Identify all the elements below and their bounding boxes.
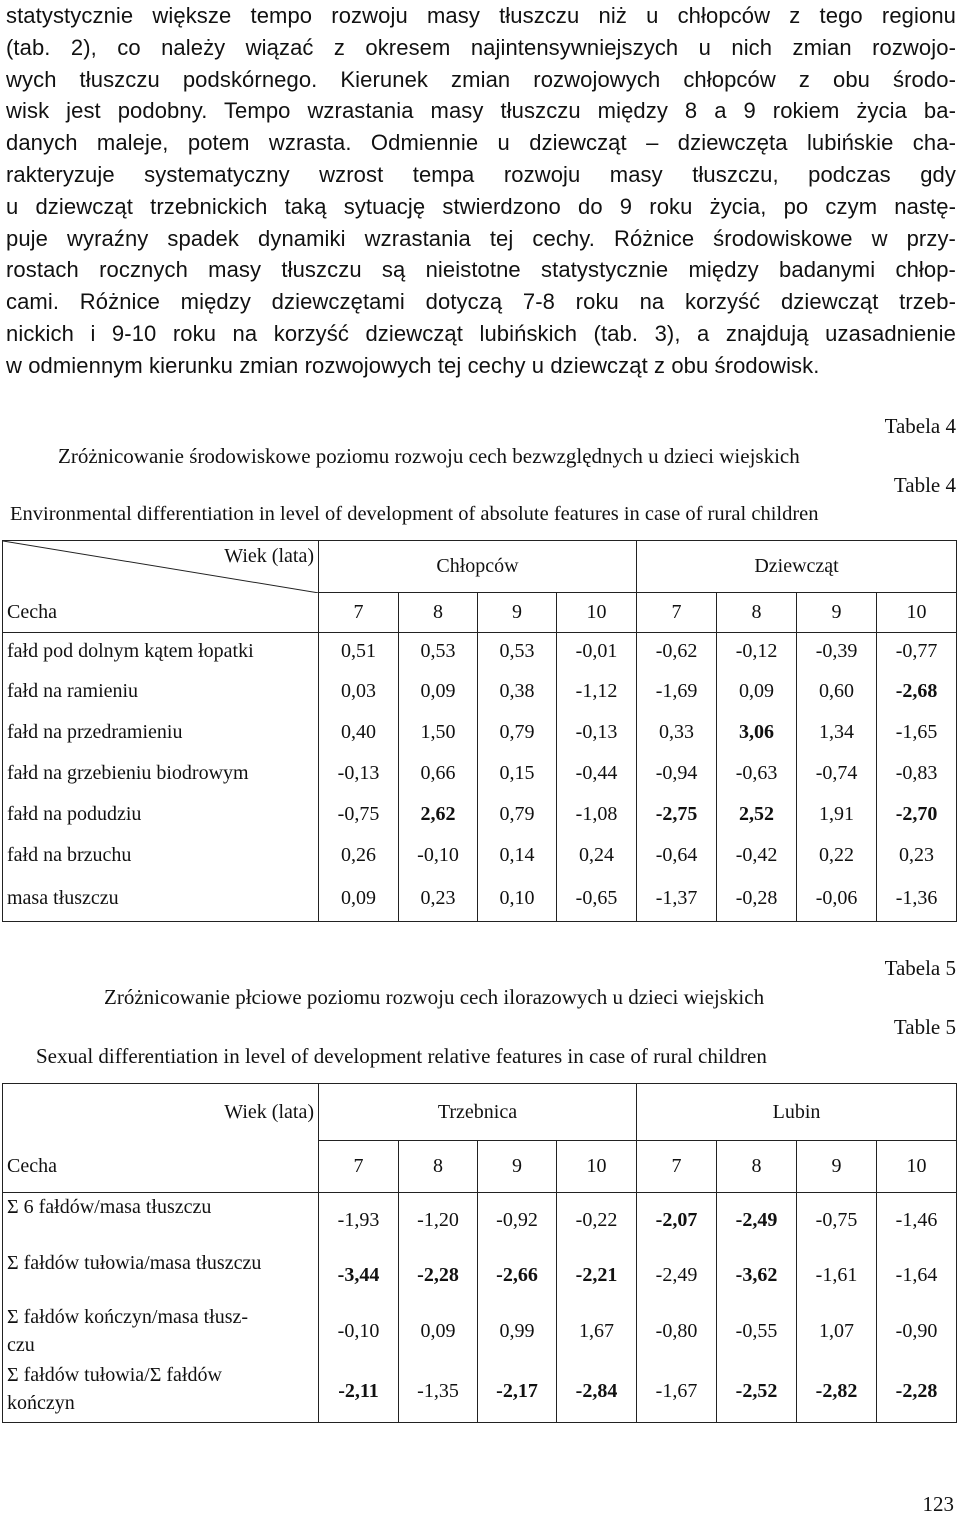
paragraph-line: u dziewcząt trzebnickich taką sytuację stwierdzono do 9 roku życia, po czym nastę- bbox=[6, 193, 956, 219]
table5-value-cell: -2,52 bbox=[717, 1361, 797, 1423]
table4-value-cell: 0,23 bbox=[877, 835, 957, 876]
table5-value-cell: -1,20 bbox=[399, 1193, 478, 1249]
table4-age-header-cell: 9 bbox=[797, 593, 877, 633]
table5-value-cell: -3,44 bbox=[319, 1249, 399, 1303]
table4-value-cell: 0,51 bbox=[319, 633, 399, 671]
table4-value-cell: -2,68 bbox=[877, 671, 957, 712]
table4-value-cell: -0,42 bbox=[717, 835, 797, 876]
table4-value-cell: -0,13 bbox=[319, 753, 399, 794]
table5-age-header-cell: 10 bbox=[557, 1141, 637, 1193]
page-number: 123 bbox=[922, 1492, 954, 1516]
table5-age-header-cell: 9 bbox=[797, 1141, 877, 1193]
table4-value-cell: 0,66 bbox=[399, 753, 478, 794]
table5-row-label-line: Σ fałdów kończyn/masa tłusz- bbox=[7, 1305, 249, 1328]
table4-title-en: Environmental differentiation in level of development of absolute features in case of rural children bbox=[10, 503, 819, 525]
table5-row-label bbox=[3, 1303, 319, 1361]
table4-value-cell: -0,10 bbox=[399, 835, 478, 876]
table5-title-en: Sexual differentiation in level of development relative features in case of rural children bbox=[36, 1044, 767, 1068]
paragraph-line: wisk jest podobny. Tempo wzrastania masy tłuszczu między 8 a 9 rokiem życia ba- bbox=[6, 98, 956, 124]
table4-row-label: masa tłuszczu bbox=[3, 876, 319, 922]
table5-value-cell: -0,10 bbox=[319, 1303, 399, 1361]
paragraph-line: rakteryzuje systematyczny wzrost tempa rozwoju masy tłuszczu, podczas gdy bbox=[6, 161, 956, 187]
table4-value-cell: 0,33 bbox=[637, 712, 717, 753]
table4-value-cell: 2,62 bbox=[399, 794, 478, 835]
table4-row-label: fałd na brzuchu bbox=[3, 835, 319, 876]
table5-value-cell: 1,67 bbox=[557, 1303, 637, 1361]
table4-value-cell: -0,01 bbox=[557, 633, 637, 671]
table5-age-header-cell: 8 bbox=[717, 1141, 797, 1193]
table5-value-cell: -1,35 bbox=[399, 1361, 478, 1423]
table4-age-header-cell: 10 bbox=[877, 593, 957, 633]
table4-value-cell: 0,26 bbox=[319, 835, 399, 876]
table5-age-header-cell: 9 bbox=[478, 1141, 557, 1193]
table5-value-cell: -2,07 bbox=[637, 1193, 717, 1249]
paragraph-line: rostach rocznych masy tłuszczu są nieistotne statystycznie między badanymi chłop- bbox=[6, 257, 956, 283]
table4-value-cell: 0,14 bbox=[478, 835, 557, 876]
table4-value-cell: -2,75 bbox=[637, 794, 717, 835]
table4-value-cell: -1,36 bbox=[877, 876, 957, 922]
table5-age-header-cell: 10 bbox=[877, 1141, 957, 1193]
table4-value-cell: -0,63 bbox=[717, 753, 797, 794]
table5-title-pl: Zróżnicowanie płciowe poziomu rozwoju cech ilorazowych u dzieci wiejskich bbox=[104, 985, 765, 1009]
table4-value-cell: -0,74 bbox=[797, 753, 877, 794]
table4-age-header-cell: 7 bbox=[319, 593, 399, 633]
body-paragraph bbox=[6, 0, 956, 382]
table4-feature-header: Cecha bbox=[3, 593, 319, 633]
table4-value-cell: -1,08 bbox=[557, 794, 637, 835]
table-row bbox=[3, 712, 957, 753]
table4-row-label: fałd pod dolnym kątem łopatki bbox=[3, 633, 319, 671]
table5-row-label-line: Σ fałdów tułowia/Σ fałdów bbox=[7, 1363, 222, 1386]
table5-value-cell: -3,62 bbox=[717, 1249, 797, 1303]
table4-value-cell: -0,39 bbox=[797, 633, 877, 671]
table4-value-cell: 0,79 bbox=[478, 712, 557, 753]
table4-value-cell: -0,65 bbox=[557, 876, 637, 922]
table5-value-cell: -0,80 bbox=[637, 1303, 717, 1361]
table5-row-label-line: Σ fałdów tułowia/masa tłuszczu bbox=[7, 1251, 262, 1274]
table5-value-cell: -2,28 bbox=[399, 1249, 478, 1303]
table4-value-cell: -0,77 bbox=[877, 633, 957, 671]
table4-age-header-cell: 10 bbox=[557, 593, 637, 633]
table4-value-cell: 2,52 bbox=[717, 794, 797, 835]
table4-value-cell: -0,75 bbox=[319, 794, 399, 835]
table4-row-label: fałd na przedramieniu bbox=[3, 712, 319, 753]
table5-value-cell: 0,09 bbox=[399, 1303, 478, 1361]
table4-value-cell: -1,37 bbox=[637, 876, 717, 922]
table5-value-cell: 1,07 bbox=[797, 1303, 877, 1361]
table5-label-pl: Tabela 5 bbox=[884, 956, 956, 980]
table5-age-header-cell: 7 bbox=[319, 1141, 399, 1193]
table4-value-cell: 0,79 bbox=[478, 794, 557, 835]
table4-row-label: fałd na grzebieniu biodrowym bbox=[3, 753, 319, 794]
table-row bbox=[3, 794, 957, 835]
table4-value-cell: -1,69 bbox=[637, 671, 717, 712]
table4-value-cell: 1,34 bbox=[797, 712, 877, 753]
table5-value-cell: -2,84 bbox=[557, 1361, 637, 1423]
table4-value-cell: 0,15 bbox=[478, 753, 557, 794]
table-row bbox=[3, 753, 957, 794]
table5-feature-header: Cecha bbox=[3, 1141, 319, 1193]
table5-value-cell: -0,75 bbox=[797, 1193, 877, 1249]
table4-value-cell: -0,83 bbox=[877, 753, 957, 794]
table4-value-cell: -2,70 bbox=[877, 794, 957, 835]
table4-value-cell: 1,50 bbox=[399, 712, 478, 753]
table4-value-cell: 0,60 bbox=[797, 671, 877, 712]
table-row bbox=[3, 1193, 957, 1249]
table5-row-label-line: Σ 6 fałdów/masa tłuszczu bbox=[7, 1196, 212, 1218]
table5-value-cell: -0,22 bbox=[557, 1193, 637, 1249]
table5-value-cell: -1,46 bbox=[877, 1193, 957, 1249]
table5-value-cell: -2,66 bbox=[478, 1249, 557, 1303]
paragraph-line: danych maleje, potem wzrasta. Odmiennie u dziewcząt – dziewczęta lubińskie cha- bbox=[6, 130, 956, 156]
table-row bbox=[3, 835, 957, 876]
table5-value-cell: -2,17 bbox=[478, 1361, 557, 1423]
table4-label-en: Table 4 bbox=[893, 473, 956, 497]
table5-value-cell: -0,90 bbox=[877, 1303, 957, 1361]
table4-value-cell: 0,22 bbox=[797, 835, 877, 876]
table-row bbox=[3, 1249, 957, 1303]
table4-value-cell: 0,09 bbox=[319, 876, 399, 922]
table4-value-cell: -0,44 bbox=[557, 753, 637, 794]
table4-group2-header: Dziewcząt bbox=[637, 541, 957, 593]
table5-row-label bbox=[3, 1249, 319, 1303]
table5-label-en: Table 5 bbox=[893, 1015, 956, 1039]
table4-value-cell: -0,06 bbox=[797, 876, 877, 922]
table4-age-header-cell bbox=[3, 541, 319, 593]
table5-row-label-line: czu bbox=[7, 1333, 35, 1356]
table4 bbox=[2, 540, 957, 922]
paragraph-line: w odmiennym kierunku zmian rozwojowych tej cechy u dziewcząt z obu środowisk. bbox=[6, 352, 820, 378]
table4-age-header: Wiek (lata) bbox=[224, 545, 314, 567]
table5-age-header-cell: 8 bbox=[399, 1141, 478, 1193]
table4-value-cell: 0,38 bbox=[478, 671, 557, 712]
paragraph-line: wych tłuszczu podskórnego. Kierunek zmian rozwojowych chłopców z obu środo- bbox=[6, 66, 956, 92]
table5-value-cell: -2,21 bbox=[557, 1249, 637, 1303]
paragraph-line: statystycznie większe tempo rozwoju masy tłuszczu niż u chłopców z tego regionu bbox=[6, 3, 956, 28]
table4-value-cell: 0,53 bbox=[478, 633, 557, 671]
table4-value-cell: -0,28 bbox=[717, 876, 797, 922]
table4-row-label: fałd na ramieniu bbox=[3, 671, 319, 712]
table5-value-cell: -2,28 bbox=[877, 1361, 957, 1423]
table4-value-cell: -0,94 bbox=[637, 753, 717, 794]
table4-age-header-cell: 8 bbox=[717, 593, 797, 633]
table5-row-label-line: kończyn bbox=[7, 1391, 75, 1414]
table5-value-cell: -2,11 bbox=[319, 1361, 399, 1423]
table5-value-cell: -2,49 bbox=[717, 1193, 797, 1249]
table5 bbox=[2, 1083, 957, 1423]
table4-value-cell: 0,09 bbox=[717, 671, 797, 712]
table4-value-cell: 0,23 bbox=[399, 876, 478, 922]
table4-value-cell: 0,24 bbox=[557, 835, 637, 876]
table4-value-cell: -0,13 bbox=[557, 712, 637, 753]
table4-value-cell: -0,62 bbox=[637, 633, 717, 671]
table-row bbox=[3, 671, 957, 712]
table5-value-cell: -1,93 bbox=[319, 1193, 399, 1249]
table5-value-cell: -2,82 bbox=[797, 1361, 877, 1423]
table-row bbox=[3, 1361, 957, 1423]
table5-group2-header: Lubin bbox=[637, 1084, 957, 1141]
table5-value-cell: -0,92 bbox=[478, 1193, 557, 1249]
table4-value-cell: 0,53 bbox=[399, 633, 478, 671]
table4-value-cell: 3,06 bbox=[717, 712, 797, 753]
table5-value-cell: -1,61 bbox=[797, 1249, 877, 1303]
table4-value-cell: 1,91 bbox=[797, 794, 877, 835]
table4-value-cell: 0,09 bbox=[399, 671, 478, 712]
table-row bbox=[3, 1303, 957, 1361]
table4-value-cell: 0,03 bbox=[319, 671, 399, 712]
table4-value-cell: 0,40 bbox=[319, 712, 399, 753]
table4-age-header-cell: 9 bbox=[478, 593, 557, 633]
table5-value-cell: -1,67 bbox=[637, 1361, 717, 1423]
table-row bbox=[3, 633, 957, 671]
table4-value-cell: 0,10 bbox=[478, 876, 557, 922]
table4-row-label: fałd na podudziu bbox=[3, 794, 319, 835]
table4-value-cell: -1,65 bbox=[877, 712, 957, 753]
table-row bbox=[3, 876, 957, 922]
table5-age-header: Wiek (lata) bbox=[224, 1100, 314, 1123]
table4-label-pl: Tabela 4 bbox=[884, 414, 956, 438]
table5-value-cell: -0,55 bbox=[717, 1303, 797, 1361]
paragraph-line: puje wyraźny spadek dynamiki wzrastania tej cechy. Różnice środowiskowe w przy- bbox=[6, 225, 956, 251]
paragraph-line: cami. Różnice między dziewczętami dotyczą 7-8 roku na korzyść dziewcząt trzeb- bbox=[6, 289, 956, 315]
table5-row-label bbox=[3, 1193, 319, 1249]
table4-value-cell: -0,12 bbox=[717, 633, 797, 671]
paragraph-line: nickich i 9-10 roku na korzyść dziewcząt lubińskich (tab. 3), a znajdują uzasadnienie bbox=[6, 320, 956, 346]
table4-value-cell: -0,64 bbox=[637, 835, 717, 876]
table5-value-cell: -2,49 bbox=[637, 1249, 717, 1303]
table5-age-header-cell: 7 bbox=[637, 1141, 717, 1193]
table4-age-header-cell: 8 bbox=[399, 593, 478, 633]
table4-value-cell: -1,12 bbox=[557, 671, 637, 712]
paragraph-line: (tab. 2), co należy wiązać z okresem najintensywniejszych u nich zmian rozwojo- bbox=[6, 34, 956, 60]
table5-age-header-cell bbox=[3, 1084, 319, 1141]
table4-title-pl: Zróżnicowanie środowiskowe poziomu rozwoju cech bezwzględnych u dzieci wiejskich bbox=[58, 444, 800, 468]
table5-value-cell: -1,64 bbox=[877, 1249, 957, 1303]
table5-row-label bbox=[3, 1361, 319, 1423]
table4-group1-header: Chłopców bbox=[319, 541, 637, 593]
table5-value-cell: 0,99 bbox=[478, 1303, 557, 1361]
table4-age-header-cell: 7 bbox=[637, 593, 717, 633]
table5-group1-header: Trzebnica bbox=[319, 1084, 637, 1141]
